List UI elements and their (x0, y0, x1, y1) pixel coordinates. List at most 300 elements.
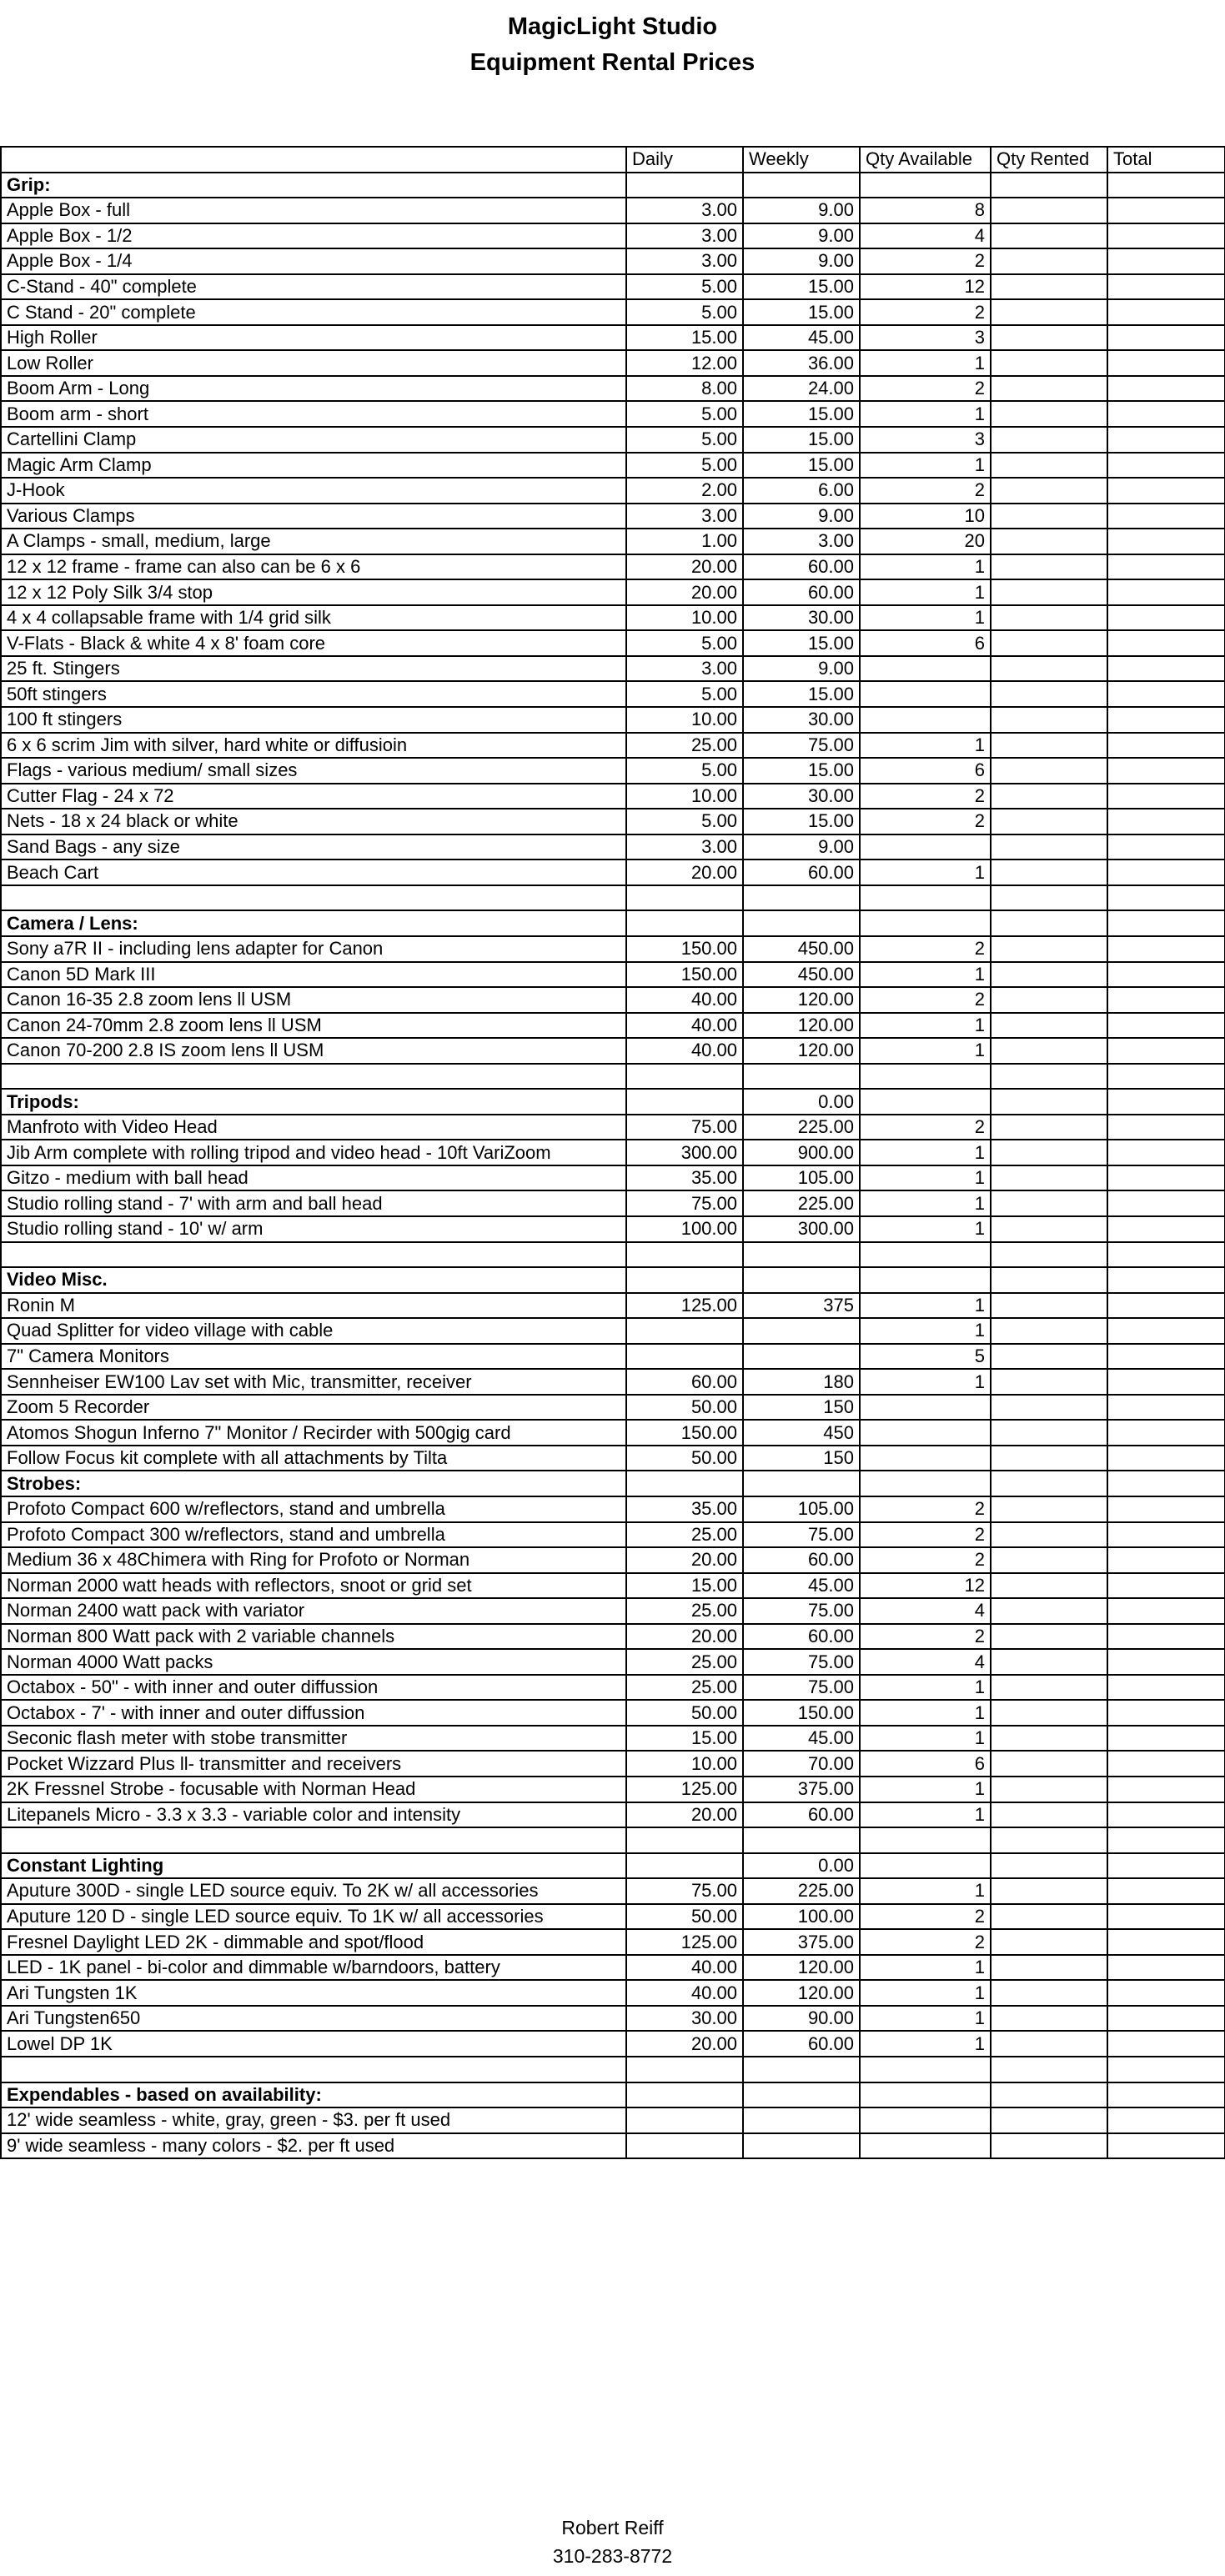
daily-price-cell: 20.00 (626, 554, 743, 580)
daily-price-cell: 60.00 (626, 1369, 743, 1395)
item-cell: Norman 4000 Watt packs (1, 1649, 626, 1675)
qty-rented-cell (991, 1140, 1107, 1165)
section-row (1, 1267, 1225, 1293)
table-row (1, 1624, 1225, 1650)
weekly-price-cell: 15.00 (743, 299, 860, 325)
weekly-price-cell: 150 (743, 1446, 860, 1471)
qty-rented-cell (991, 504, 1107, 529)
daily-price-cell: 125.00 (626, 1777, 743, 1802)
item-cell: Magic Arm Clamp (1, 453, 626, 479)
item-cell: Various Clamps (1, 504, 626, 529)
daily-price-cell: 150.00 (626, 936, 743, 962)
table-row (1, 2031, 1225, 2057)
weekly-price-cell: 225.00 (743, 1115, 860, 1140)
total-cell (1107, 1929, 1225, 1955)
weekly-price-cell: 120.00 (743, 1013, 860, 1039)
table-row (1, 2133, 1225, 2159)
qty-rented-cell (991, 1955, 1107, 1981)
weekly-price-cell: 375.00 (743, 1777, 860, 1802)
qty-available-cell (860, 173, 991, 198)
table-row (1, 809, 1225, 834)
item-cell: 2K Fressnel Strobe - focusable with Norman Head (1, 1777, 626, 1802)
header-row (1, 147, 1225, 173)
qty-rented-cell (991, 1242, 1107, 1268)
daily-price-cell (626, 2057, 743, 2082)
item-cell: 4 x 4 collapsable frame with 1/4 grid silk (1, 605, 626, 631)
qty-available-cell: 3 (860, 427, 991, 453)
qty-rented-cell (991, 910, 1107, 936)
item-cell (1, 1827, 626, 1853)
qty-rented-cell (991, 453, 1107, 479)
weekly-price-cell (743, 1827, 860, 1853)
total-cell (1107, 910, 1225, 936)
qty-rented-cell (991, 248, 1107, 274)
table-row (1, 707, 1225, 733)
weekly-price-cell (743, 1318, 860, 1344)
section-row (1, 1471, 1225, 1496)
item-cell: Nets - 18 x 24 black or white (1, 809, 626, 834)
weekly-price-cell (743, 173, 860, 198)
weekly-price-cell: 60.00 (743, 1547, 860, 1573)
blank-row (1, 1827, 1225, 1853)
table-row (1, 1369, 1225, 1395)
qty-available-cell (860, 2107, 991, 2133)
qty-rented-cell (991, 350, 1107, 376)
total-cell (1107, 1802, 1225, 1828)
daily-price-cell: 50.00 (626, 1446, 743, 1471)
daily-price-cell: 20.00 (626, 1802, 743, 1828)
qty-rented-cell (991, 1369, 1107, 1395)
qty-rented-cell (991, 1878, 1107, 1904)
qty-available-cell: 6 (860, 630, 991, 656)
weekly-price-cell: 60.00 (743, 579, 860, 605)
daily-price-cell (626, 1242, 743, 1268)
weekly-price-cell: 30.00 (743, 605, 860, 631)
qty-available-cell: 1 (860, 733, 991, 759)
table-row (1, 1649, 1225, 1675)
weekly-price-cell: 300.00 (743, 1216, 860, 1242)
daily-price-cell: 125.00 (626, 1929, 743, 1955)
daily-price-cell: 3.00 (626, 656, 743, 682)
table-row (1, 223, 1225, 249)
total-cell (1107, 1064, 1225, 1090)
item-cell: Gitzo - medium with ball head (1, 1165, 626, 1191)
weekly-price-cell: 15.00 (743, 274, 860, 300)
qty-rented-cell (991, 376, 1107, 402)
daily-price-cell: 50.00 (626, 1904, 743, 1930)
qty-rented-cell (991, 401, 1107, 427)
daily-price-cell (626, 1064, 743, 1090)
qty-rented-cell (991, 1827, 1107, 1853)
qty-rented-cell (991, 1089, 1107, 1115)
item-cell: V-Flats - Black & white 4 x 8' foam core (1, 630, 626, 656)
qty-available-cell (860, 834, 991, 860)
item-cell: Studio rolling stand - 10' w/ arm (1, 1216, 626, 1242)
qty-available-cell: 12 (860, 1573, 991, 1599)
qty-available-cell: 20 (860, 529, 991, 554)
qty-available-cell: 2 (860, 478, 991, 504)
total-cell (1107, 1420, 1225, 1446)
item-cell: Grip: (1, 173, 626, 198)
header-total: Total (1107, 147, 1225, 173)
table-row (1, 936, 1225, 962)
total-cell (1107, 2031, 1225, 2057)
daily-price-cell: 50.00 (626, 1395, 743, 1421)
weekly-price-cell: 75.00 (743, 1675, 860, 1701)
table-row (1, 248, 1225, 274)
table-row (1, 681, 1225, 707)
table-row (1, 1980, 1225, 2006)
table-row (1, 1802, 1225, 1828)
qty-rented-cell (991, 707, 1107, 733)
section-row (1, 173, 1225, 198)
weekly-price-cell: 225.00 (743, 1190, 860, 1216)
weekly-price-cell: 375 (743, 1293, 860, 1319)
header-daily: Daily (626, 147, 743, 173)
weekly-price-cell: 105.00 (743, 1165, 860, 1191)
total-cell (1107, 198, 1225, 223)
daily-price-cell: 40.00 (626, 1038, 743, 1064)
total-cell (1107, 1980, 1225, 2006)
total-cell (1107, 401, 1225, 427)
qty-rented-cell (991, 274, 1107, 300)
daily-price-cell: 75.00 (626, 1878, 743, 1904)
qty-available-cell: 2 (860, 248, 991, 274)
table-row (1, 605, 1225, 631)
total-cell (1107, 834, 1225, 860)
weekly-price-cell (743, 1064, 860, 1090)
weekly-price-cell: 9.00 (743, 248, 860, 274)
weekly-price-cell: 15.00 (743, 809, 860, 834)
daily-price-cell (626, 1267, 743, 1293)
qty-available-cell: 1 (860, 1140, 991, 1165)
table-row (1, 784, 1225, 809)
table-row (1, 1522, 1225, 1548)
daily-price-cell: 5.00 (626, 630, 743, 656)
daily-price-cell: 3.00 (626, 834, 743, 860)
item-cell: Profoto Compact 300 w/reflectors, stand and umbrella (1, 1522, 626, 1548)
daily-price-cell: 20.00 (626, 860, 743, 885)
table-row (1, 962, 1225, 988)
total-cell (1107, 325, 1225, 351)
qty-available-cell: 1 (860, 1038, 991, 1064)
qty-rented-cell (991, 1318, 1107, 1344)
weekly-price-cell: 75.00 (743, 1522, 860, 1548)
qty-available-cell: 1 (860, 1369, 991, 1395)
section-row (1, 2082, 1225, 2108)
item-cell: Canon 70-200 2.8 IS zoom lens ll USM (1, 1038, 626, 1064)
item-cell (1, 2057, 626, 2082)
daily-price-cell (626, 2082, 743, 2108)
item-cell: 25 ft. Stingers (1, 656, 626, 682)
total-cell (1107, 248, 1225, 274)
daily-price-cell: 10.00 (626, 605, 743, 631)
table-row (1, 1013, 1225, 1039)
qty-available-cell (860, 2057, 991, 2082)
table-row (1, 1955, 1225, 1981)
qty-rented-cell (991, 1293, 1107, 1319)
qty-rented-cell (991, 2133, 1107, 2159)
item-cell: Litepanels Micro - 3.3 x 3.3 - variable color and intensity (1, 1802, 626, 1828)
table-row (1, 1777, 1225, 1802)
qty-rented-cell (991, 1802, 1107, 1828)
weekly-price-cell: 225.00 (743, 1878, 860, 1904)
total-cell (1107, 1700, 1225, 1726)
qty-rented-cell (991, 1420, 1107, 1446)
daily-price-cell: 1.00 (626, 529, 743, 554)
item-cell: 12 x 12 frame - frame can also can be 6 x 6 (1, 554, 626, 580)
table-row (1, 401, 1225, 427)
daily-price-cell: 5.00 (626, 809, 743, 834)
daily-price-cell: 3.00 (626, 248, 743, 274)
qty-available-cell (860, 1420, 991, 1446)
total-cell (1107, 1853, 1225, 1879)
table-row (1, 1318, 1225, 1344)
item-cell: Canon 5D Mark III (1, 962, 626, 988)
total-cell (1107, 630, 1225, 656)
total-cell (1107, 554, 1225, 580)
qty-available-cell: 6 (860, 1751, 991, 1777)
qty-available-cell: 1 (860, 1700, 991, 1726)
qty-rented-cell (991, 1675, 1107, 1701)
weekly-price-cell: 15.00 (743, 758, 860, 784)
qty-available-cell: 3 (860, 325, 991, 351)
item-cell: Octabox - 7' - with inner and outer diffussion (1, 1700, 626, 1726)
item-cell: High Roller (1, 325, 626, 351)
table-row (1, 376, 1225, 402)
item-cell: Cartellini Clamp (1, 427, 626, 453)
weekly-price-cell: 36.00 (743, 350, 860, 376)
total-cell (1107, 1369, 1225, 1395)
item-cell: Manfroto with Video Head (1, 1115, 626, 1140)
table-row (1, 1700, 1225, 1726)
total-cell (1107, 758, 1225, 784)
total-cell (1107, 1547, 1225, 1573)
qty-rented-cell (991, 784, 1107, 809)
weekly-price-cell: 375.00 (743, 1929, 860, 1955)
item-cell: Flags - various medium/ small sizes (1, 758, 626, 784)
daily-price-cell: 10.00 (626, 1751, 743, 1777)
weekly-price-cell: 450.00 (743, 936, 860, 962)
daily-price-cell (626, 910, 743, 936)
table-row (1, 504, 1225, 529)
item-cell: J-Hook (1, 478, 626, 504)
qty-rented-cell (991, 1115, 1107, 1140)
qty-rented-cell (991, 2082, 1107, 2108)
table-row (1, 453, 1225, 479)
table-row (1, 834, 1225, 860)
item-cell: Sony a7R II - including lens adapter for Canon (1, 936, 626, 962)
qty-available-cell: 1 (860, 1318, 991, 1344)
item-cell: Expendables - based on availability: (1, 2082, 626, 2108)
total-cell (1107, 936, 1225, 962)
qty-rented-cell (991, 962, 1107, 988)
qty-available-cell: 1 (860, 1726, 991, 1752)
total-cell (1107, 376, 1225, 402)
qty-available-cell: 4 (860, 223, 991, 249)
item-cell: Fresnel Daylight LED 2K - dimmable and spot/flood (1, 1929, 626, 1955)
daily-price-cell: 3.00 (626, 198, 743, 223)
qty-available-cell: 2 (860, 809, 991, 834)
table-row (1, 2006, 1225, 2032)
weekly-price-cell: 60.00 (743, 2031, 860, 2057)
qty-rented-cell (991, 299, 1107, 325)
qty-rented-cell (991, 2057, 1107, 2082)
item-cell: Ari Tungsten650 (1, 2006, 626, 2032)
total-cell (1107, 681, 1225, 707)
item-cell: Tripods: (1, 1089, 626, 1115)
total-cell (1107, 1955, 1225, 1981)
qty-available-cell: 1 (860, 605, 991, 631)
item-cell (1, 885, 626, 911)
total-cell (1107, 1471, 1225, 1496)
qty-rented-cell (991, 223, 1107, 249)
total-cell (1107, 784, 1225, 809)
daily-price-cell: 50.00 (626, 1700, 743, 1726)
total-cell (1107, 2006, 1225, 2032)
item-cell: 50ft stingers (1, 681, 626, 707)
item-cell: Boom arm - short (1, 401, 626, 427)
weekly-price-cell: 75.00 (743, 733, 860, 759)
total-cell (1107, 1344, 1225, 1370)
weekly-price-cell: 60.00 (743, 1802, 860, 1828)
daily-price-cell: 30.00 (626, 2006, 743, 2032)
qty-rented-cell (991, 2006, 1107, 2032)
weekly-price-cell: 150.00 (743, 1700, 860, 1726)
table-row (1, 1904, 1225, 1930)
qty-available-cell: 1 (860, 1013, 991, 1039)
total-cell (1107, 707, 1225, 733)
header-qty-available: Qty Available (860, 147, 991, 173)
qty-rented-cell (991, 1496, 1107, 1522)
total-cell (1107, 1013, 1225, 1039)
qty-available-cell: 1 (860, 2031, 991, 2057)
qty-available-cell: 1 (860, 1955, 991, 1981)
table-row (1, 554, 1225, 580)
table-row (1, 299, 1225, 325)
weekly-price-cell: 45.00 (743, 1726, 860, 1752)
total-cell (1107, 478, 1225, 504)
total-cell (1107, 1318, 1225, 1344)
item-cell: Canon 24-70mm 2.8 zoom lens ll USM (1, 1013, 626, 1039)
table-row (1, 325, 1225, 351)
item-cell: Apple Box - full (1, 198, 626, 223)
blank-row (1, 1064, 1225, 1090)
qty-rented-cell (991, 1395, 1107, 1421)
weekly-price-cell: 75.00 (743, 1649, 860, 1675)
qty-rented-cell (991, 1064, 1107, 1090)
qty-rented-cell (991, 1777, 1107, 1802)
qty-available-cell: 2 (860, 1522, 991, 1548)
total-cell (1107, 2107, 1225, 2133)
total-cell (1107, 579, 1225, 605)
total-cell (1107, 1878, 1225, 1904)
weekly-price-cell: 0.00 (743, 1089, 860, 1115)
qty-available-cell: 1 (860, 1165, 991, 1191)
item-cell: Strobes: (1, 1471, 626, 1496)
qty-available-cell (860, 885, 991, 911)
footer-name: Robert Reiff (561, 2517, 664, 2538)
qty-rented-cell (991, 478, 1107, 504)
weekly-price-cell: 45.00 (743, 325, 860, 351)
qty-available-cell (860, 1395, 991, 1421)
total-cell (1107, 299, 1225, 325)
item-cell: 6 x 6 scrim Jim with silver, hard white or diffusioin (1, 733, 626, 759)
weekly-price-cell: 450.00 (743, 962, 860, 988)
qty-rented-cell (991, 554, 1107, 580)
item-cell: Low Roller (1, 350, 626, 376)
daily-price-cell (626, 1827, 743, 1853)
blank-row (1, 1242, 1225, 1268)
table-row (1, 1165, 1225, 1191)
item-cell: Studio rolling stand - 7' with arm and ball head (1, 1190, 626, 1216)
daily-price-cell: 40.00 (626, 1013, 743, 1039)
qty-available-cell: 1 (860, 453, 991, 479)
item-cell: Norman 2000 watt heads with reflectors, snoot or grid set (1, 1573, 626, 1599)
total-cell (1107, 1242, 1225, 1268)
item-cell: A Clamps - small, medium, large (1, 529, 626, 554)
qty-available-cell: 5 (860, 1344, 991, 1370)
item-cell: Beach Cart (1, 860, 626, 885)
item-cell: 7" Camera Monitors (1, 1344, 626, 1370)
weekly-price-cell: 120.00 (743, 1980, 860, 2006)
total-cell (1107, 1751, 1225, 1777)
weekly-price-cell: 9.00 (743, 834, 860, 860)
weekly-price-cell: 100.00 (743, 1904, 860, 1930)
weekly-price-cell (743, 1344, 860, 1370)
qty-available-cell (860, 656, 991, 682)
total-cell (1107, 350, 1225, 376)
total-cell (1107, 1190, 1225, 1216)
weekly-price-cell: 15.00 (743, 401, 860, 427)
item-cell: Atomos Shogun Inferno 7" Monitor / Recirder with 500gig card (1, 1420, 626, 1446)
daily-price-cell (626, 2133, 743, 2159)
qty-rented-cell (991, 579, 1107, 605)
daily-price-cell: 300.00 (626, 1140, 743, 1165)
item-cell: Ari Tungsten 1K (1, 1980, 626, 2006)
section-row (1, 910, 1225, 936)
item-cell: 12' wide seamless - white, gray, green - $3. per ft used (1, 2107, 626, 2133)
qty-rented-cell (991, 427, 1107, 453)
table-row (1, 656, 1225, 682)
qty-rented-cell (991, 733, 1107, 759)
table-row (1, 1726, 1225, 1752)
item-cell: Apple Box - 1/2 (1, 223, 626, 249)
qty-rented-cell (991, 605, 1107, 631)
header-item (1, 147, 626, 173)
item-cell: Norman 2400 watt pack with variator (1, 1598, 626, 1624)
qty-available-cell: 1 (860, 1802, 991, 1828)
weekly-price-cell: 120.00 (743, 1038, 860, 1064)
item-cell: Octabox - 50" - with inner and outer diffussion (1, 1675, 626, 1701)
qty-available-cell (860, 1064, 991, 1090)
total-cell (1107, 733, 1225, 759)
weekly-price-cell (743, 1471, 860, 1496)
weekly-price-cell: 9.00 (743, 504, 860, 529)
table-row (1, 274, 1225, 300)
total-cell (1107, 1522, 1225, 1548)
item-cell: 12 x 12 Poly Silk 3/4 stop (1, 579, 626, 605)
item-cell: Sennheiser EW100 Lav set with Mic, transmitter, receiver (1, 1369, 626, 1395)
qty-rented-cell (991, 2031, 1107, 2057)
table-row (1, 1929, 1225, 1955)
total-cell (1107, 885, 1225, 911)
qty-available-cell: 1 (860, 1777, 991, 1802)
qty-available-cell (860, 2082, 991, 2108)
table-row (1, 1420, 1225, 1446)
total-cell (1107, 1496, 1225, 1522)
table-row (1, 478, 1225, 504)
